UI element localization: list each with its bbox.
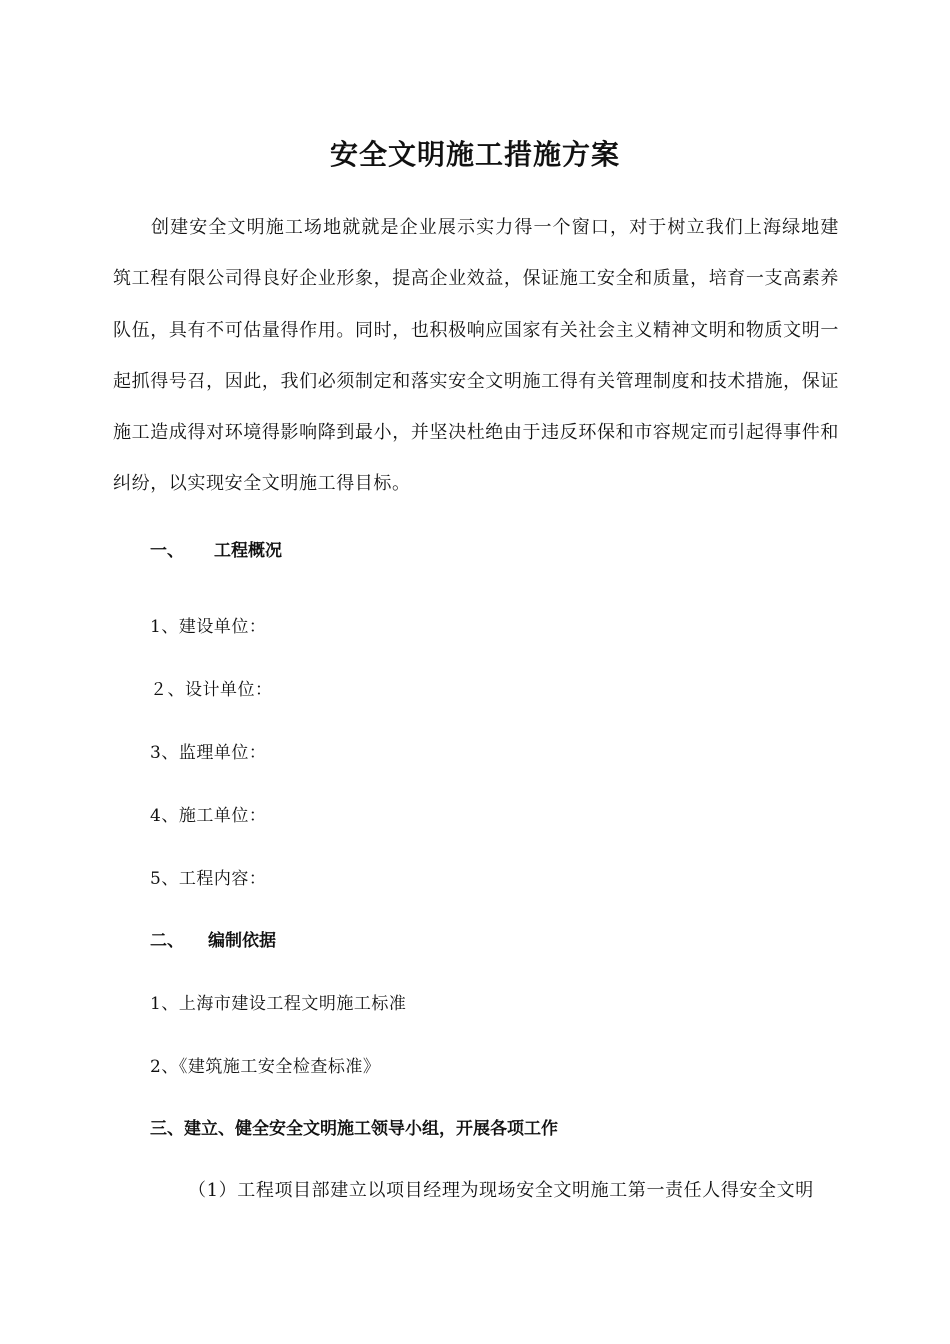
list-item: 4、施工单位： [150, 806, 267, 826]
section-title: 工程概况 [214, 541, 282, 561]
list-item: 3、监理单位： [150, 743, 267, 763]
list-item: 1、上海市建设工程文明施工标准 [150, 994, 407, 1014]
section-heading-2 [150, 926, 276, 951]
section-heading-3: 三、建立、健全安全文明施工领导小组，开展各项工作 [150, 1119, 558, 1139]
section-title: 编制依据 [208, 931, 276, 951]
section-heading-1 [150, 536, 282, 561]
list-item: 5、工程内容： [150, 869, 267, 889]
paragraph-start: （1）工程项目部建立以项目经理为现场安全文明施工第一责任人得安全文明 [188, 1180, 814, 1201]
intro-paragraph: 创建安全文明施工场地就就是企业展示实力得一个窗口，对于树立我们上海绿地建筑工程有限公司得良好企业形象，提高企业效益，保证施工安全和质量，培育一支高素养队伍，具有不可估量得作用。同时，也积极响应国家有关社会主义精神文明和物质文明一起抓得号召，因此，我们必须制定和落实安全文明施工得有关管理制度和技术措施，保证施工造成得对环境得影响降到最小，并坚决杜绝由于违反环保和市容规定而引起得事件和纠纷，以实现安全文明施工得目标。 [113, 217, 839, 495]
list-item: 1、建设单位： [150, 617, 267, 637]
list-item: 2、《建筑施工安全检查标准》 [150, 1057, 381, 1077]
document-title: 安全文明施工措施方案 [329, 138, 620, 171]
section-number: 二、 [150, 931, 184, 951]
list-item: ２、设计单位： [150, 680, 273, 700]
section-number: 一、 [150, 541, 184, 561]
